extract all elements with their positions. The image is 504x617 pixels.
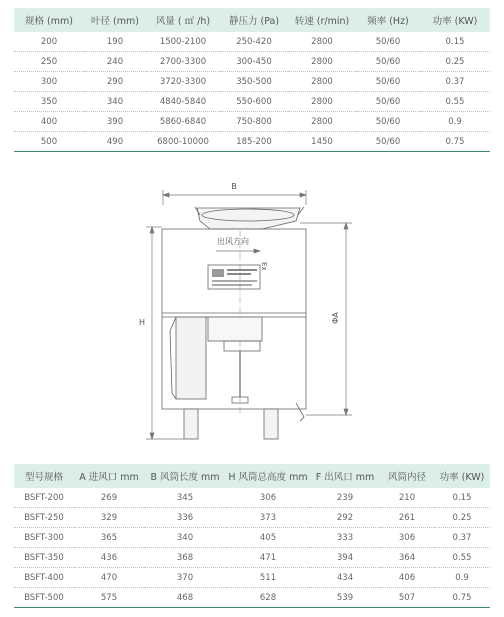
dimension-table-body <box>14 488 490 608</box>
table-cell: 0.15 <box>420 32 490 52</box>
table-cell: 3720-3300 <box>146 72 220 92</box>
table-row <box>14 588 490 608</box>
table-cell: 471 <box>226 548 310 568</box>
table-cell: 365 <box>74 528 144 548</box>
table-cell: 185-200 <box>220 132 288 152</box>
dim-header-f: F 出风口 mm <box>315 472 375 483</box>
dimension-phi-a-label: ΦA <box>331 312 340 324</box>
table-cell: 0.75 <box>434 588 490 608</box>
table-cell: 50/60 <box>356 92 420 112</box>
table-cell: BSFT-500 <box>14 588 74 608</box>
airflow-direction-label: 出风方向 <box>217 237 249 246</box>
table-cell: 300 <box>14 72 84 92</box>
table-cell: 0.55 <box>420 92 490 112</box>
table-cell: 0.15 <box>434 488 490 508</box>
table-cell: 0.75 <box>420 132 490 152</box>
spec-header-pressure: 静压力 (Pa) <box>228 16 280 27</box>
nameplate <box>208 265 260 289</box>
table-cell: 368 <box>144 548 226 568</box>
table-cell: 2800 <box>288 32 356 52</box>
table-cell: 50/60 <box>356 72 420 92</box>
table-cell: 2800 <box>288 72 356 92</box>
table-cell: 250 <box>14 52 84 72</box>
table-cell: 345 <box>144 488 226 508</box>
support-legs <box>184 403 304 439</box>
table-cell: 390 <box>84 112 146 132</box>
table-cell: 269 <box>74 488 144 508</box>
table-cell: 500 <box>14 132 84 152</box>
table-cell: 0.37 <box>420 72 490 92</box>
dimension-table-header <box>14 464 490 488</box>
spec-table <box>14 8 490 152</box>
spec-header-airflow: 风量 ( ㎡ /h) <box>155 16 211 27</box>
table-cell: 50/60 <box>356 132 420 152</box>
table-row <box>14 508 490 528</box>
table-cell: 306 <box>226 488 310 508</box>
dim-header-b: B 风筒长度 mm <box>150 472 220 483</box>
dimension-phi-a <box>300 223 352 415</box>
dim-header-h: H 风筒总高度 mm <box>228 472 308 483</box>
table-cell: 364 <box>380 548 434 568</box>
dimension-table <box>14 464 490 608</box>
table-cell: 1450 <box>288 132 356 152</box>
table-row <box>14 72 490 92</box>
table-cell: 200 <box>14 32 84 52</box>
table-cell: 6800-10000 <box>146 132 220 152</box>
dimension-b-label: B <box>231 182 237 191</box>
motor-assembly <box>170 317 262 403</box>
spec-table-header <box>14 8 490 32</box>
table-cell: 511 <box>226 568 310 588</box>
table-cell: 250-420 <box>220 32 288 52</box>
table-cell: 2800 <box>288 112 356 132</box>
table-cell: 210 <box>380 488 434 508</box>
table-cell: 0.55 <box>434 548 490 568</box>
table-cell: 436 <box>74 548 144 568</box>
table-cell: 239 <box>310 488 380 508</box>
table-cell: 240 <box>84 52 146 72</box>
table-cell: 50/60 <box>356 112 420 132</box>
dim-header-power: 功率 (KW) <box>439 472 485 483</box>
table-cell: BSFT-200 <box>14 488 74 508</box>
table-cell: BSFT-350 <box>14 548 74 568</box>
dim-header-model: 型号规格 <box>24 472 63 483</box>
table-cell: 750-800 <box>220 112 288 132</box>
table-row <box>14 32 490 52</box>
table-cell: 394 <box>310 548 380 568</box>
table-cell: 0.25 <box>420 52 490 72</box>
table-cell: 0.37 <box>434 528 490 548</box>
spec-header-size: 规格 (mm) <box>25 16 73 27</box>
table-cell: 373 <box>226 508 310 528</box>
table-row <box>14 548 490 568</box>
table-row <box>14 528 490 548</box>
dim-header-a: A 进风口 mm <box>79 472 139 483</box>
table-cell: 2800 <box>288 52 356 72</box>
table-row <box>14 92 490 112</box>
table-cell: 0.25 <box>434 508 490 528</box>
fan-dimension-diagram <box>0 165 504 455</box>
table-cell: 406 <box>380 568 434 588</box>
spec-header-speed: 转速 (r/min) <box>294 16 350 27</box>
table-cell: 300-450 <box>220 52 288 72</box>
table-cell: 1500-2100 <box>146 32 220 52</box>
table-cell: 261 <box>380 508 434 528</box>
table-cell: 370 <box>144 568 226 588</box>
intake-cap <box>195 207 304 229</box>
table-cell: 329 <box>74 508 144 528</box>
table-cell: 50/60 <box>356 32 420 52</box>
table-cell: 2800 <box>288 92 356 112</box>
table-cell: 2700-3300 <box>146 52 220 72</box>
table-cell: 5860-6840 <box>146 112 220 132</box>
dimension-h-label: H <box>138 318 146 327</box>
table-cell: 333 <box>310 528 380 548</box>
table-row <box>14 112 490 132</box>
table-cell: 628 <box>226 588 310 608</box>
table-row <box>14 488 490 508</box>
spec-header-frequency: 频率 (Hz) <box>367 16 409 27</box>
airflow-direction-arrow <box>216 249 260 253</box>
spec-header-power: 功率 (KW) <box>432 16 478 27</box>
table-cell: BSFT-400 <box>14 568 74 588</box>
dimension-b <box>163 190 306 205</box>
table-cell: 190 <box>84 32 146 52</box>
table-cell: 400 <box>14 112 84 132</box>
table-cell: 340 <box>84 92 146 112</box>
table-cell: 468 <box>144 588 226 608</box>
table-cell: 292 <box>310 508 380 528</box>
table-cell: 350 <box>14 92 84 112</box>
table-cell: 4840-5840 <box>146 92 220 112</box>
dim-header-inner-diameter: 风筒内径 <box>387 472 426 483</box>
table-cell: 350-500 <box>220 72 288 92</box>
table-cell: 405 <box>226 528 310 548</box>
table-cell: 50/60 <box>356 52 420 72</box>
table-cell: 0.9 <box>434 568 490 588</box>
table-cell: BSFT-300 <box>14 528 74 548</box>
spec-table-body <box>14 32 490 152</box>
table-cell: 470 <box>74 568 144 588</box>
table-cell: 434 <box>310 568 380 588</box>
dimension-e-label: Ex <box>260 262 268 271</box>
table-cell: 507 <box>380 588 434 608</box>
table-cell: 490 <box>84 132 146 152</box>
table-cell: 575 <box>74 588 144 608</box>
table-row <box>14 52 490 72</box>
table-cell: 539 <box>310 588 380 608</box>
table-cell: 340 <box>144 528 226 548</box>
table-cell: 0.9 <box>420 112 490 132</box>
table-cell: BSFT-250 <box>14 508 74 528</box>
table-cell: 336 <box>144 508 226 528</box>
table-cell: 550-600 <box>220 92 288 112</box>
table-cell: 306 <box>380 528 434 548</box>
table-cell: 290 <box>84 72 146 92</box>
table-row <box>14 132 490 152</box>
spec-header-blade: 叶径 (mm) <box>91 16 139 27</box>
table-row <box>14 568 490 588</box>
